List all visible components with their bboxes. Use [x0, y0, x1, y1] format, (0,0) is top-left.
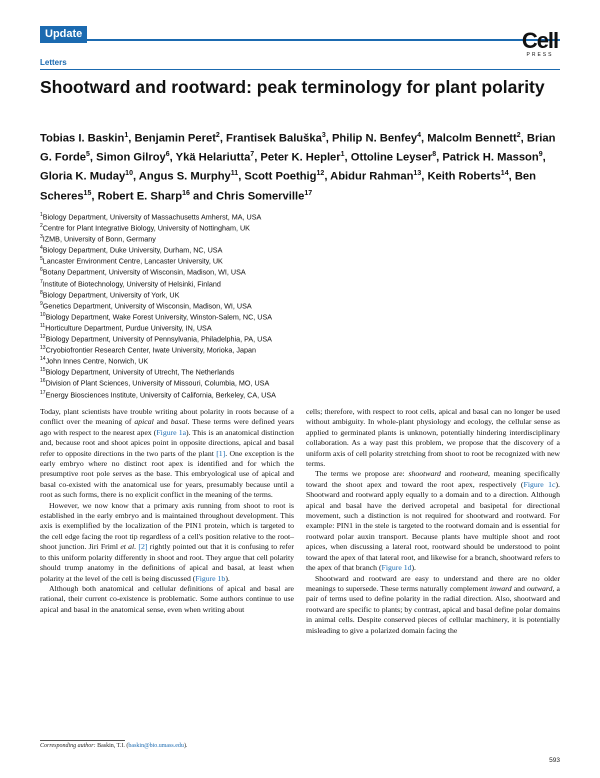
- author-affiliation-mark: 7: [250, 151, 255, 159]
- affiliation-item: [40, 289, 560, 300]
- affiliation-text: Biology Department, Duke University, Durham, NC, USA: [42, 245, 223, 255]
- update-label: Update: [40, 26, 87, 43]
- affiliation-list: [40, 211, 560, 400]
- author-affiliation-mark: 2: [516, 132, 521, 139]
- affiliation-number: 6: [40, 267, 43, 274]
- header-rule: [40, 26, 560, 41]
- author-name: Ben Scheres: [40, 171, 536, 203]
- paragraph: However, we now know that a primary axis running from shoot to root is established in the early embryo and is maintained throughout development. This axis is exemplified by the localization of the PIN1 protein, which is targeted to the cell edge facing the root tip regardless of a cell's position relative to the root–shoot junction. Jiri Friml et al. [2] rightly pointed out that it is confusing to refer to this uniform polarity differently in shoot and root. They argue that cell polarity should trump anatomy in the definitions of apical and basal, at least when polarity at the level of the cell is being discussed (Figure 1b).: [40, 500, 294, 583]
- affiliation-number: 17: [40, 389, 46, 396]
- author-name: Scott Poethig: [244, 171, 317, 184]
- author-affiliation-mark: 9: [538, 151, 543, 159]
- affiliation-item: [40, 366, 560, 377]
- affiliation-item: [40, 233, 560, 244]
- article-title: Shootward and rootward: peak terminology for plant polarity: [40, 77, 545, 97]
- author-affiliation-mark: 6: [165, 151, 170, 159]
- author-affiliation-mark: 1: [124, 132, 129, 139]
- footnote: Corresponding author: Baskin, T.I. (baskin@bio.umass.edu).: [40, 743, 188, 749]
- author-name: Gloria K. Muday: [40, 171, 126, 184]
- author-name: Angus S. Murphy: [138, 171, 231, 184]
- author-affiliation-mark: 17: [304, 189, 313, 197]
- author-affiliation-mark: 10: [125, 170, 133, 178]
- paragraph: The terms we propose are: shootward and rootward, meaning specifically toward the shoot apex and toward the root apex, respectively (Figure 1c). Shootward and rootward apply equally to a domain and to a direction. Although apical and basal have the derived acropetal and basipetal for directional movement, such a distinction is not required for shootward and rootward. For example: PIN1 in the stele is targeted to the rootward domain and is essential for rootward polar auxin transport. Because plants have multiple shoot and root apices, when discussing a lateral root, rootward should be understood to point toward the apex of that lateral root, and likewise for a branch, shootward refers to the apex of that branch (Figure 1d).: [306, 469, 560, 573]
- affiliation-item: [40, 300, 560, 311]
- affiliation-number: 8: [40, 289, 43, 296]
- affiliation-text: Energy Biosciences Institute, University of California, Berkeley, CA, USA: [45, 389, 276, 399]
- affiliation-text: Cryobiofrontier Research Center, Iwate University, Morioka, Japan: [45, 345, 256, 355]
- author-affiliation-mark: 1: [340, 151, 345, 159]
- affiliation-text: Lancaster Environment Centre, Lancaster University, UK: [42, 256, 223, 266]
- paragraph: Shootward and rootward are easy to understand and there are no older meanings to supersede. These terms naturally complement inward and outward, a pair of terms used to define polarity in the radial direction. Also, shootward and rootward are specific to plants; by contrast, apical and basal define polar domains in animal cells. Despite conserved pieces of cellular machinery, it is potentially misleading to give a polarized domain facing the: [306, 573, 560, 635]
- affiliation-text: Biology Department, Wake Forest University, Winston-Salem, NC, USA: [45, 312, 273, 322]
- author-affiliation-mark: 2: [215, 132, 220, 139]
- footnote-rule: [40, 740, 125, 741]
- affiliation-text: Botany Department, University of Wisconsin, Madison, WI, USA: [42, 267, 246, 277]
- author-affiliation-mark: 16: [182, 189, 190, 197]
- affiliation-item: [40, 266, 560, 277]
- affiliation-text: Biology Department, University of Utrecht, The Netherlands: [45, 367, 235, 377]
- author-affiliation-mark: 12: [316, 170, 325, 178]
- affiliation-number: 16: [40, 378, 46, 385]
- affiliation-item: [40, 344, 560, 355]
- affiliation-text: Biology Department, University of Massachusetts Amherst, MA, USA: [42, 212, 262, 222]
- affiliation-number: 14: [40, 356, 46, 363]
- affiliation-number: 11: [40, 322, 46, 329]
- paragraph: Although both anatomical and cellular definitions of apical and basal are rational, their current co-existence is problematic. Some authors continue to use apical and basal in the anatomical sense, even when writing about: [40, 583, 294, 614]
- affiliation-number: 15: [40, 367, 46, 374]
- logo-sub-text: PRESS: [526, 52, 554, 58]
- reference-link[interactable]: [2]: [138, 542, 148, 552]
- affiliation-text: Biology Department, University of Pennsylvania, Philadelphia, PA, USA: [45, 334, 272, 344]
- affiliation-number: 9: [40, 300, 43, 307]
- author-affiliation-mark: 11: [230, 170, 239, 178]
- author-name: Abidur Rahman: [330, 171, 414, 184]
- author-name: Ottoline Leyser: [350, 151, 433, 164]
- author-name: Tobias I. Baskin: [40, 132, 125, 145]
- author-name: Robert E. Sharp: [97, 190, 183, 203]
- author-name: Frantisek Baluška: [226, 132, 322, 145]
- affiliation-number: 1: [40, 212, 43, 218]
- author-name: Chris Somerville: [216, 190, 305, 203]
- page-number: 593: [549, 757, 560, 764]
- affiliation-item: [40, 333, 560, 344]
- author-name: Ykä Helariutta: [175, 151, 251, 164]
- affiliation-number: 13: [40, 345, 46, 352]
- figure-link[interactable]: Figure 1a: [156, 427, 187, 437]
- affiliation-number: 2: [40, 223, 43, 230]
- author-name: Peter K. Hepler: [260, 151, 341, 164]
- author-affiliation-mark: 3: [321, 132, 326, 139]
- affiliation-item: [40, 255, 560, 266]
- affiliation-item: [40, 355, 560, 366]
- author-name: Simon Gilroy: [96, 151, 166, 164]
- logo-main-text: Cell: [521, 28, 559, 53]
- author-affiliation-mark: 15: [83, 189, 92, 197]
- affiliation-item: [40, 222, 560, 233]
- author-affiliation-mark: 5: [86, 151, 90, 159]
- affiliation-text: Institute of Biotechnology, University of Helsinki, Finland: [42, 278, 221, 288]
- affiliation-item: [40, 278, 560, 289]
- author-affiliation-mark: 14: [500, 170, 509, 178]
- reference-link[interactable]: [1]: [216, 448, 226, 458]
- body-column-right: [306, 407, 560, 636]
- paragraph: cells; therefore, with respect to root cells, apical and basal can no longer be used without ambiguity. In whole-plant physiology and ecology, the cellular sense as applied to germinated plants is unknown, potentially hindering interdisciplinary collaboration. As a way past this problem, we propose that the discovery of a uniform axis of cell polarity stretching from shoot to root be recognized with new terms.: [306, 407, 560, 469]
- affiliation-item: [40, 244, 560, 255]
- affiliation-text: Biology Department, University of York, UK: [42, 290, 180, 300]
- author-name: Philip N. Benfey: [331, 132, 418, 145]
- affiliation-item: [40, 377, 560, 388]
- body-column-left: [40, 407, 294, 615]
- affiliation-item: [40, 389, 560, 400]
- author-name: Patrick H. Masson: [442, 151, 539, 164]
- affiliation-text: Genetics Department, University of Wisconsin, Madison, WI, USA: [42, 301, 252, 311]
- author-name: Malcolm Bennett: [427, 132, 517, 145]
- author-list: Tobias I. Baskin$^1$, Benjamin Peret$^2$, Frantisek Baluška$^3$, Philip N. Benfey$^4$, Malcolm Bennett$^2$, Brian G. Forde$^5$, Simon Gilroy$^6$, Ykä Helariutta$^7$, Peter K. Hepler$^1$, Ottoline Leyser$^8$, Patrick H. Masson$^9$, Gloria K. Muday$^{10}$, Angus S. Murphy$^{11}$, Scott Poethig$^{12}$, Abidur Rahman$^{13}$, Keith Roberts$^{14}$, Ben Scheres$^{15}$, Robert E. Sharp$^{16}$ and Chris Somerville$^{17}$: [40, 132, 556, 203]
- affiliation-item: [40, 211, 560, 222]
- figure-link[interactable]: Figure 1c: [523, 479, 556, 489]
- affiliation-number: 7: [40, 278, 43, 285]
- affiliation-text: Division of Plant Sciences, University of Missouri, Columbia, MO, USA: [45, 378, 270, 388]
- affiliation-text: IZMB, University of Bonn, Germany: [42, 234, 156, 244]
- paragraph: Today, plant scientists have trouble writing about polarity in roots because of a conflict over the meaning of apical and basal. These terms were defined years ago with respect to the nearest apex (Figure 1a). This is an anatomical distinction and, because root and shoot apices point in opposite directions, apical and basal refer to opposite directions in the two parts of the plant [1]. One exception is the early embryo where no distinct root apex is identified and for which the presumptive root pole serves as the base. This embryological use of apical and basal co-existed with the anatomical use for years, presumably because until a root as such forms, there is no explicit conflict in the meaning of the terms.: [40, 407, 294, 500]
- affiliation-number: 3: [40, 234, 43, 241]
- figure-link[interactable]: Figure 1b: [195, 573, 226, 583]
- affiliation-number: 10: [40, 311, 46, 318]
- author-name: Brian G. Forde: [40, 132, 556, 164]
- author-affiliation-mark: 4: [417, 132, 422, 139]
- email-link[interactable]: baskin@bio.umass.edu: [128, 743, 184, 749]
- section-label: Letters: [40, 58, 67, 67]
- figure-link[interactable]: Figure 1d: [381, 563, 412, 573]
- cell-press-logo: [519, 30, 561, 60]
- author-name: Keith Roberts: [427, 171, 501, 184]
- author-name: Benjamin Peret: [134, 132, 216, 145]
- affiliation-number: 5: [40, 256, 43, 263]
- author-affiliation-mark: 13: [413, 170, 422, 178]
- affiliation-number: 4: [40, 245, 43, 252]
- section-rule: [40, 69, 560, 70]
- author-affiliation-mark: 8: [432, 151, 437, 159]
- affiliation-item: [40, 311, 560, 322]
- affiliation-item: [40, 322, 560, 333]
- affiliation-number: 12: [40, 334, 46, 341]
- affiliation-text: Centre for Plant Integrative Biology, University of Nottingham, UK: [42, 223, 250, 233]
- affiliation-text: Horticulture Department, Purdue University, IN, USA: [45, 323, 212, 333]
- affiliation-text: John Innes Centre, Norwich, UK: [45, 356, 149, 366]
